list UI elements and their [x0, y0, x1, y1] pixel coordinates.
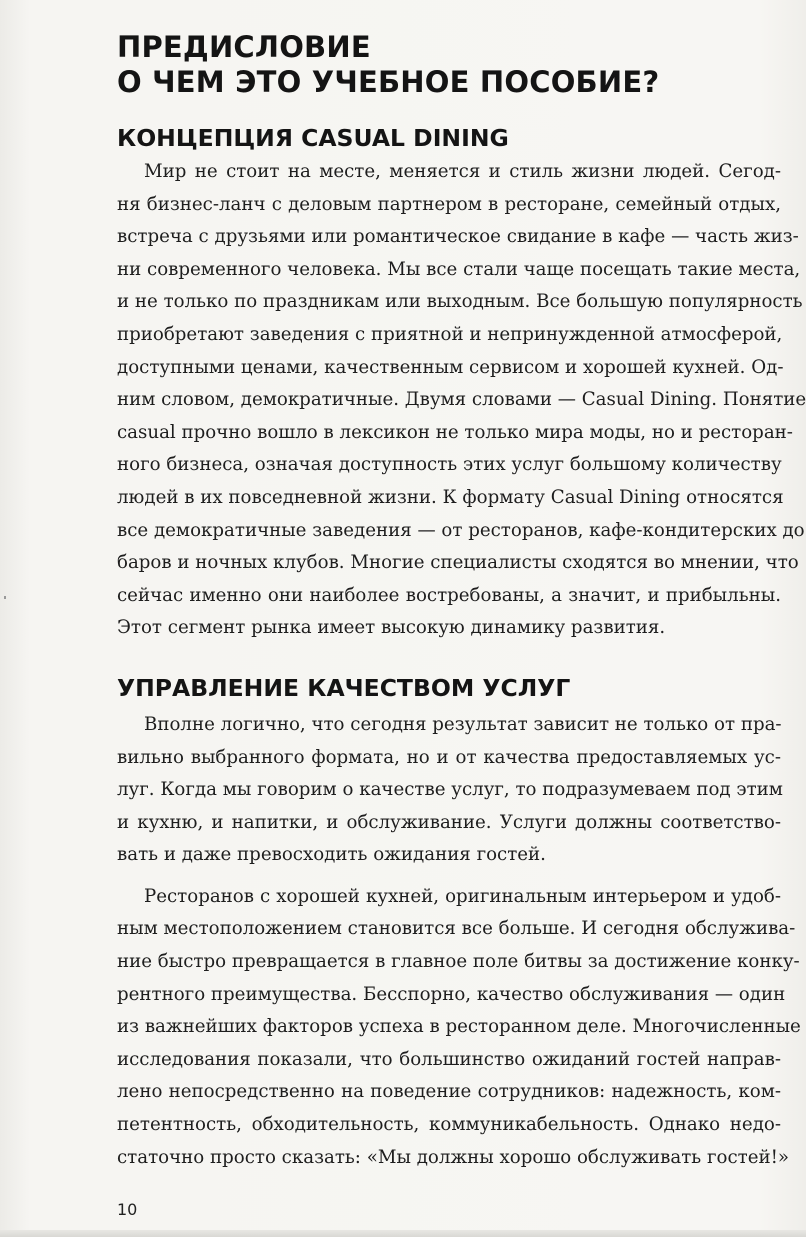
text-line: сейчас именно они наиболее востребованы, а значит, и прибыльны. — [117, 584, 781, 606]
paragraph-casual-dining — [117, 156, 806, 645]
page-bottom-edge — [0, 1230, 806, 1237]
text-line: вать и даже превосходить ожидания гостей. — [117, 844, 546, 866]
text-line: петентность, обходительность, коммуникабельность. Однако недо- — [117, 1114, 781, 1136]
text-line: из важнейших факторов успеха в ресторанном деле. Многочисленные — [117, 1016, 801, 1038]
title-line-1: ПРЕДИСЛОВИЕ — [117, 30, 371, 64]
text-line: ного бизнеса, означая доступность этих услуг большому количеству — [117, 454, 782, 476]
page-content — [117, 30, 806, 1174]
text-line: casual прочно вошло в лексикон не только мира моды, но и ресторан- — [117, 421, 793, 443]
title-line-2: О ЧЕМ ЭТО УЧЕБНОЕ ПОСОБИЕ? — [117, 65, 660, 99]
text-line: встреча с друзьями или романтическое свидание в кафе — часть жиз- — [117, 226, 799, 248]
text-line: людей в их повседневной жизни. К формату Casual Dining относятся — [117, 486, 784, 508]
text-line: Этот сегмент рынка имеет высокую динамику развития. — [117, 617, 666, 639]
text-line: ня бизнес-ланч с деловым партнером в ресторане, семейный отдых, — [117, 193, 781, 215]
text-line: баров и ночных клубов. Многие специалисты сходятся во мнении, что — [117, 552, 799, 574]
text-line: Вполне логично, что сегодня результат зависит не только от пра- — [144, 713, 782, 735]
text-line: луг. Когда мы говорим о качестве услуг, то подразумеваем под этим — [117, 779, 783, 801]
text-line: ние быстро превращается в главное поле битвы за достижение конку- — [117, 951, 800, 973]
scan-artifact — [4, 596, 6, 599]
section-heading-quality-management: УПРАВЛЕНИЕ КАЧЕСТВОМ УСЛУГ — [117, 673, 571, 702]
text-line: лено непосредственно на поведение сотрудников: надежность, ком- — [117, 1081, 781, 1103]
page-number: 10 — [117, 1200, 138, 1219]
text-line: и кухню, и напитки, и обслуживание. Услуги должны соответство- — [117, 811, 781, 833]
text-line: ным местоположением становится все больше. И сегодня обслужива- — [117, 918, 796, 940]
text-line: и не только по праздникам или выходным. Все большую популярность — [117, 291, 803, 313]
text-line: статочно просто сказать: «Мы должны хорошо обслуживать гостей!» — [117, 1146, 790, 1168]
text-line: ним словом, демократичные. Двумя словами — Casual Dining. Понятие — [117, 389, 806, 411]
paragraph-quality-2 — [117, 881, 801, 1174]
text-line: все демократичные заведения — от ресторанов, кафе-кондитерских до — [117, 519, 805, 541]
text-line: исследования показали, что большинство ожиданий гостей направ- — [117, 1048, 781, 1070]
text-line: ни современного человека. Мы все стали чаще посещать такие места, — [117, 258, 801, 280]
text-line: Ресторанов с хорошей кухней, оригинальным интерьером и удоб- — [144, 885, 781, 907]
page-title — [117, 30, 781, 100]
text-line: рентного преимущества. Бесспорно, качество обслуживания — один — [117, 983, 786, 1005]
text-line: приобретают заведения с приятной и непринужденной атмосферой, — [117, 323, 783, 345]
text-line: доступными ценами, качественным сервисом и хорошей кухней. Од- — [117, 356, 784, 378]
section-heading-casual-dining: КОНЦЕПЦИЯ CASUAL DINING — [117, 124, 509, 152]
text-line: вильно выбранного формата, но и от качества предоставляемых ус- — [117, 746, 781, 768]
text-line: Мир не стоит на месте, меняется и стиль жизни людей. Сегод- — [144, 161, 781, 182]
paragraph-quality-1 — [117, 709, 781, 872]
